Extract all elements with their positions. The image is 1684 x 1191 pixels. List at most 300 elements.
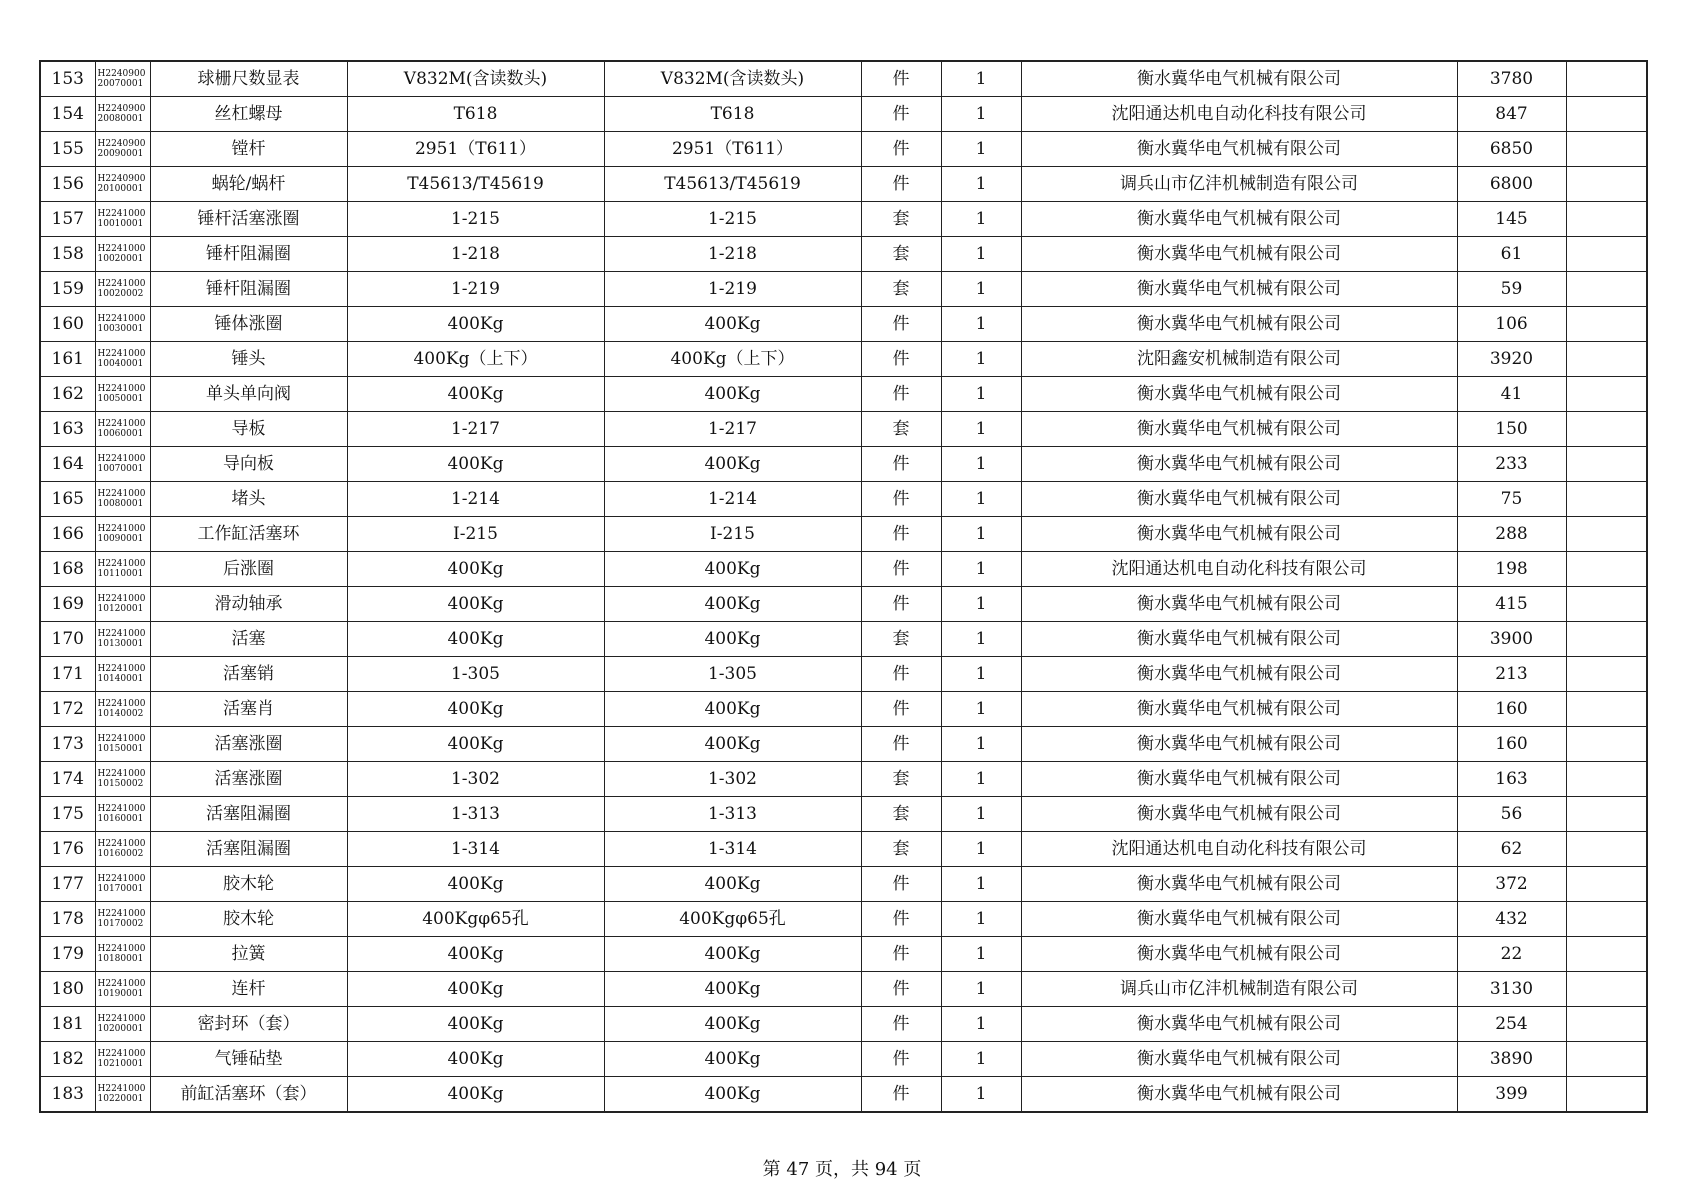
- material-code-line2: 10150001: [97, 744, 144, 754]
- spec-model-alt-cell: 400Kg: [604, 1007, 861, 1042]
- price-cell: 233: [1457, 447, 1566, 482]
- material-code-line1: H2240900: [97, 174, 146, 184]
- material-code-line1: H2241000: [97, 559, 146, 569]
- spec-model-alt-cell: 400Kg: [604, 377, 861, 412]
- unit-cell: 套: [861, 797, 941, 832]
- note-cell: [1566, 272, 1647, 307]
- note-cell: [1566, 762, 1647, 797]
- material-code-line2: 10150002: [97, 779, 144, 789]
- note-cell: [1566, 587, 1647, 622]
- spec-model-cell: 1-215: [347, 202, 604, 237]
- material-code-line1: H2241000: [97, 209, 146, 219]
- spec-model-cell: 400Kg: [347, 1007, 604, 1042]
- table-row: [40, 762, 1647, 797]
- supplier-cell: 衡水冀华电气机械有限公司: [1021, 412, 1457, 447]
- material-code-line2: 20100001: [97, 184, 144, 194]
- quantity-cell: 1: [941, 902, 1021, 937]
- spec-model-alt-cell: 1-218: [604, 237, 861, 272]
- supplier-cell: 衡水冀华电气机械有限公司: [1021, 237, 1457, 272]
- material-code-line1: H2241000: [97, 699, 146, 709]
- spec-model-alt-cell: 400Kg（上下）: [604, 342, 861, 377]
- table-row: [40, 272, 1647, 307]
- price-cell: 372: [1457, 867, 1566, 902]
- material-code-cell: [95, 692, 150, 727]
- material-code-line2: 20070001: [97, 79, 144, 89]
- price-cell: 22: [1457, 937, 1566, 972]
- price-cell: 288: [1457, 517, 1566, 552]
- table-row: [40, 1077, 1647, 1113]
- item-name-cell: 堵头: [150, 482, 347, 517]
- supplier-cell: 衡水冀华电气机械有限公司: [1021, 622, 1457, 657]
- note-cell: [1566, 377, 1647, 412]
- quantity-cell: 1: [941, 377, 1021, 412]
- quantity-cell: 1: [941, 307, 1021, 342]
- unit-cell: 件: [861, 482, 941, 517]
- spec-model-cell: 400Kg: [347, 937, 604, 972]
- material-code-line2: 10090001: [97, 534, 144, 544]
- quantity-cell: 1: [941, 342, 1021, 377]
- quantity-cell: 1: [941, 237, 1021, 272]
- price-cell: 163: [1457, 762, 1566, 797]
- price-cell: 160: [1457, 727, 1566, 762]
- quantity-cell: 1: [941, 972, 1021, 1007]
- material-code-cell: [95, 412, 150, 447]
- material-code-cell: [95, 657, 150, 692]
- table-row: [40, 61, 1647, 97]
- spec-model-cell: 1-305: [347, 657, 604, 692]
- material-code-line1: H2241000: [97, 909, 146, 919]
- supplier-cell: 衡水冀华电气机械有限公司: [1021, 1007, 1457, 1042]
- note-cell: [1566, 622, 1647, 657]
- material-code-line2: 10170002: [97, 919, 144, 929]
- material-code-line1: H2240900: [97, 104, 146, 114]
- item-name-cell: 活塞阻漏圈: [150, 832, 347, 867]
- note-cell: [1566, 97, 1647, 132]
- material-code-line1: H2241000: [97, 664, 146, 674]
- quantity-cell: 1: [941, 482, 1021, 517]
- supplier-cell: 衡水冀华电气机械有限公司: [1021, 762, 1457, 797]
- item-name-cell: 导向板: [150, 447, 347, 482]
- material-code-line1: H2241000: [97, 489, 146, 499]
- table-row: [40, 1007, 1647, 1042]
- spec-model-alt-cell: 400Kg: [604, 1077, 861, 1113]
- material-code-cell: [95, 97, 150, 132]
- spec-model-cell: 2951（T611）: [347, 132, 604, 167]
- note-cell: [1566, 342, 1647, 377]
- material-code-line1: H2241000: [97, 979, 146, 989]
- quantity-cell: 1: [941, 622, 1021, 657]
- spec-model-cell: 1-218: [347, 237, 604, 272]
- note-cell: [1566, 517, 1647, 552]
- material-code-cell: [95, 377, 150, 412]
- row-number-cell: 157: [40, 202, 95, 237]
- material-code-line2: 10080001: [97, 499, 144, 509]
- table-row: [40, 517, 1647, 552]
- supplier-cell: 衡水冀华电气机械有限公司: [1021, 61, 1457, 97]
- item-name-cell: 锤杆阻漏圈: [150, 272, 347, 307]
- table-row: [40, 832, 1647, 867]
- quantity-cell: 1: [941, 412, 1021, 447]
- price-cell: 3890: [1457, 1042, 1566, 1077]
- spec-model-alt-cell: T45613/T45619: [604, 167, 861, 202]
- quantity-cell: 1: [941, 762, 1021, 797]
- price-cell: 41: [1457, 377, 1566, 412]
- price-cell: 106: [1457, 307, 1566, 342]
- supplier-cell: 衡水冀华电气机械有限公司: [1021, 937, 1457, 972]
- table-row: [40, 132, 1647, 167]
- material-code-cell: [95, 342, 150, 377]
- material-code-line2: 10120001: [97, 604, 144, 614]
- material-code-cell: [95, 61, 150, 97]
- material-code-line1: H2241000: [97, 244, 146, 254]
- note-cell: [1566, 1007, 1647, 1042]
- material-code-line1: H2241000: [97, 279, 146, 289]
- unit-cell: 件: [861, 972, 941, 1007]
- unit-cell: 件: [861, 1077, 941, 1113]
- spec-model-alt-cell: 1-313: [604, 797, 861, 832]
- spec-model-cell: 400Kg: [347, 307, 604, 342]
- material-code-cell: [95, 972, 150, 1007]
- table-row: [40, 97, 1647, 132]
- row-number-cell: 163: [40, 412, 95, 447]
- spec-model-cell: 400Kg: [347, 867, 604, 902]
- price-cell: 145: [1457, 202, 1566, 237]
- table-row: [40, 307, 1647, 342]
- spec-model-cell: 400Kg: [347, 727, 604, 762]
- note-cell: [1566, 202, 1647, 237]
- spec-model-alt-cell: 400Kgφ65孔: [604, 902, 861, 937]
- unit-cell: 套: [861, 272, 941, 307]
- row-number-cell: 172: [40, 692, 95, 727]
- supplier-cell: 衡水冀华电气机械有限公司: [1021, 902, 1457, 937]
- table-row: [40, 902, 1647, 937]
- supplier-cell: 沈阳鑫安机械制造有限公司: [1021, 342, 1457, 377]
- price-cell: 254: [1457, 1007, 1566, 1042]
- unit-cell: 件: [861, 552, 941, 587]
- material-code-line2: 20080001: [97, 114, 144, 124]
- supplier-cell: 沈阳通达机电自动化科技有限公司: [1021, 832, 1457, 867]
- note-cell: [1566, 552, 1647, 587]
- material-code-cell: [95, 867, 150, 902]
- price-cell: 75: [1457, 482, 1566, 517]
- price-cell: 62: [1457, 832, 1566, 867]
- spec-model-alt-cell: T618: [604, 97, 861, 132]
- unit-cell: 件: [861, 902, 941, 937]
- unit-cell: 件: [861, 1042, 941, 1077]
- row-number-cell: 181: [40, 1007, 95, 1042]
- supplier-cell: 衡水冀华电气机械有限公司: [1021, 657, 1457, 692]
- quantity-cell: 1: [941, 937, 1021, 972]
- supplier-cell: 衡水冀华电气机械有限公司: [1021, 1042, 1457, 1077]
- unit-cell: 件: [861, 132, 941, 167]
- spec-model-cell: V832M(含读数头): [347, 61, 604, 97]
- material-code-line1: H2241000: [97, 384, 146, 394]
- spec-model-alt-cell: 1-219: [604, 272, 861, 307]
- table-row: [40, 622, 1647, 657]
- item-name-cell: 拉簧: [150, 937, 347, 972]
- price-cell: 213: [1457, 657, 1566, 692]
- material-code-line2: 20090001: [97, 149, 144, 159]
- spec-model-alt-cell: V832M(含读数头): [604, 61, 861, 97]
- material-code-cell: [95, 937, 150, 972]
- row-number-cell: 156: [40, 167, 95, 202]
- spec-model-alt-cell: 400Kg: [604, 937, 861, 972]
- page-footer: 第 47 页，共 94 页: [762, 1159, 922, 1180]
- item-name-cell: 气锤砧垫: [150, 1042, 347, 1077]
- price-cell: 198: [1457, 552, 1566, 587]
- note-cell: [1566, 902, 1647, 937]
- unit-cell: 件: [861, 937, 941, 972]
- spec-model-alt-cell: 1-214: [604, 482, 861, 517]
- supplier-cell: 衡水冀华电气机械有限公司: [1021, 132, 1457, 167]
- material-code-line2: 10020001: [97, 254, 144, 264]
- row-number-cell: 183: [40, 1077, 95, 1113]
- row-number-cell: 164: [40, 447, 95, 482]
- supplier-cell: 沈阳通达机电自动化科技有限公司: [1021, 97, 1457, 132]
- material-code-line2: 10030001: [97, 324, 144, 334]
- material-code-line1: H2241000: [97, 1049, 146, 1059]
- material-code-line1: H2241000: [97, 419, 146, 429]
- price-cell: 432: [1457, 902, 1566, 937]
- item-name-cell: 活塞销: [150, 657, 347, 692]
- spec-model-cell: I-215: [347, 517, 604, 552]
- note-cell: [1566, 657, 1647, 692]
- quantity-cell: 1: [941, 132, 1021, 167]
- supplier-cell: 衡水冀华电气机械有限公司: [1021, 447, 1457, 482]
- row-number-cell: 171: [40, 657, 95, 692]
- unit-cell: 件: [861, 307, 941, 342]
- row-number-cell: 174: [40, 762, 95, 797]
- supplier-cell: 衡水冀华电气机械有限公司: [1021, 692, 1457, 727]
- unit-cell: 套: [861, 762, 941, 797]
- material-code-line2: 10180001: [97, 954, 144, 964]
- row-number-cell: 166: [40, 517, 95, 552]
- table-row: [40, 202, 1647, 237]
- material-code-line1: H2240900: [97, 139, 146, 149]
- spec-model-alt-cell: I-215: [604, 517, 861, 552]
- spec-model-alt-cell: 400Kg: [604, 1042, 861, 1077]
- table-row: [40, 447, 1647, 482]
- price-cell: 847: [1457, 97, 1566, 132]
- table-row: [40, 797, 1647, 832]
- material-code-line2: 10190001: [97, 989, 144, 999]
- spec-model-alt-cell: 2951（T611）: [604, 132, 861, 167]
- row-number-cell: 170: [40, 622, 95, 657]
- quantity-cell: 1: [941, 167, 1021, 202]
- row-number-cell: 180: [40, 972, 95, 1007]
- unit-cell: 件: [861, 867, 941, 902]
- material-code-line1: H2241000: [97, 1084, 146, 1094]
- unit-cell: 件: [861, 447, 941, 482]
- quantity-cell: 1: [941, 797, 1021, 832]
- spec-model-cell: 400Kg: [347, 447, 604, 482]
- row-number-cell: 173: [40, 727, 95, 762]
- unit-cell: 件: [861, 61, 941, 97]
- spec-model-alt-cell: 400Kg: [604, 307, 861, 342]
- spec-model-alt-cell: 400Kg: [604, 867, 861, 902]
- spec-model-alt-cell: 1-314: [604, 832, 861, 867]
- item-name-cell: 胶木轮: [150, 867, 347, 902]
- item-name-cell: 工作缸活塞环: [150, 517, 347, 552]
- spec-model-cell: T45613/T45619: [347, 167, 604, 202]
- material-code-line1: H2241000: [97, 314, 146, 324]
- row-number-cell: 175: [40, 797, 95, 832]
- material-code-line1: H2241000: [97, 874, 146, 884]
- material-code-line1: H2241000: [97, 1014, 146, 1024]
- item-name-cell: 胶木轮: [150, 902, 347, 937]
- price-cell: 150: [1457, 412, 1566, 447]
- price-cell: 399: [1457, 1077, 1566, 1113]
- material-code-cell: [95, 482, 150, 517]
- material-code-cell: [95, 762, 150, 797]
- supplier-cell: 衡水冀华电气机械有限公司: [1021, 272, 1457, 307]
- material-code-cell: [95, 902, 150, 937]
- material-code-cell: [95, 622, 150, 657]
- supplier-cell: 衡水冀华电气机械有限公司: [1021, 727, 1457, 762]
- spec-model-cell: 1-214: [347, 482, 604, 517]
- spec-model-alt-cell: 1-217: [604, 412, 861, 447]
- material-code-cell: [95, 202, 150, 237]
- material-code-line2: 10140002: [97, 709, 144, 719]
- material-code-line2: 10020002: [97, 289, 144, 299]
- material-code-cell: [95, 832, 150, 867]
- supplier-cell: 衡水冀华电气机械有限公司: [1021, 1077, 1457, 1113]
- material-code-cell: [95, 237, 150, 272]
- spec-model-alt-cell: 1-305: [604, 657, 861, 692]
- note-cell: [1566, 867, 1647, 902]
- note-cell: [1566, 1077, 1647, 1113]
- spec-model-alt-cell: 1-215: [604, 202, 861, 237]
- table-row: [40, 377, 1647, 412]
- item-name-cell: 后涨圈: [150, 552, 347, 587]
- spec-model-alt-cell: 400Kg: [604, 692, 861, 727]
- supplier-cell: 衡水冀华电气机械有限公司: [1021, 587, 1457, 622]
- table-row: [40, 867, 1647, 902]
- row-number-cell: 155: [40, 132, 95, 167]
- item-name-cell: 连杆: [150, 972, 347, 1007]
- item-name-cell: 滑动轴承: [150, 587, 347, 622]
- table-row: [40, 482, 1647, 517]
- material-code-line1: H2241000: [97, 734, 146, 744]
- item-name-cell: 锤杆阻漏圈: [150, 237, 347, 272]
- material-code-line2: 10160001: [97, 814, 144, 824]
- row-number-cell: 153: [40, 61, 95, 97]
- item-name-cell: 单头单向阀: [150, 377, 347, 412]
- spec-model-cell: 400Kg: [347, 1077, 604, 1113]
- quantity-cell: 1: [941, 727, 1021, 762]
- item-name-cell: 活塞: [150, 622, 347, 657]
- note-cell: [1566, 692, 1647, 727]
- spec-model-alt-cell: 400Kg: [604, 587, 861, 622]
- material-code-line2: 10220001: [97, 1094, 144, 1104]
- spec-model-alt-cell: 1-302: [604, 762, 861, 797]
- table-row: [40, 167, 1647, 202]
- material-code-line2: 10040001: [97, 359, 144, 369]
- item-name-cell: 活塞阻漏圈: [150, 797, 347, 832]
- quantity-cell: 1: [941, 657, 1021, 692]
- item-name-cell: 锤头: [150, 342, 347, 377]
- row-number-cell: 182: [40, 1042, 95, 1077]
- material-code-cell: [95, 132, 150, 167]
- material-code-line2: 10060001: [97, 429, 144, 439]
- note-cell: [1566, 61, 1647, 97]
- price-cell: 3130: [1457, 972, 1566, 1007]
- quantity-cell: 1: [941, 832, 1021, 867]
- price-cell: 61: [1457, 237, 1566, 272]
- item-name-cell: 前缸活塞环（套）: [150, 1077, 347, 1113]
- table-row: [40, 727, 1647, 762]
- material-code-line1: H2241000: [97, 349, 146, 359]
- row-number-cell: 179: [40, 937, 95, 972]
- spec-model-alt-cell: 400Kg: [604, 622, 861, 657]
- item-name-cell: 球栅尺数显表: [150, 61, 347, 97]
- table-row: [40, 552, 1647, 587]
- unit-cell: 件: [861, 377, 941, 412]
- quantity-cell: 1: [941, 272, 1021, 307]
- note-cell: [1566, 937, 1647, 972]
- material-code-line1: H2240900: [97, 69, 146, 79]
- spec-model-cell: 400Kg: [347, 692, 604, 727]
- note-cell: [1566, 797, 1647, 832]
- material-code-cell: [95, 307, 150, 342]
- material-code-cell: [95, 797, 150, 832]
- spec-model-cell: 400Kg: [347, 377, 604, 412]
- material-code-line2: 10130001: [97, 639, 144, 649]
- table-row: [40, 692, 1647, 727]
- spec-model-cell: 1-217: [347, 412, 604, 447]
- supplier-cell: 衡水冀华电气机械有限公司: [1021, 482, 1457, 517]
- material-code-line2: 10050001: [97, 394, 144, 404]
- row-number-cell: 178: [40, 902, 95, 937]
- item-name-cell: 导板: [150, 412, 347, 447]
- unit-cell: 件: [861, 587, 941, 622]
- note-cell: [1566, 412, 1647, 447]
- quantity-cell: 1: [941, 552, 1021, 587]
- price-cell: 3920: [1457, 342, 1566, 377]
- quantity-cell: 1: [941, 692, 1021, 727]
- spec-model-alt-cell: 400Kg: [604, 727, 861, 762]
- parts-table: [39, 60, 1648, 1113]
- note-cell: [1566, 832, 1647, 867]
- spec-model-cell: 1-314: [347, 832, 604, 867]
- material-code-cell: [95, 1007, 150, 1042]
- price-cell: 6800: [1457, 167, 1566, 202]
- note-cell: [1566, 132, 1647, 167]
- spec-model-cell: 400Kg: [347, 587, 604, 622]
- note-cell: [1566, 237, 1647, 272]
- material-code-cell: [95, 1042, 150, 1077]
- price-cell: 6850: [1457, 132, 1566, 167]
- price-cell: 3900: [1457, 622, 1566, 657]
- table-row: [40, 937, 1647, 972]
- material-code-line1: H2241000: [97, 594, 146, 604]
- note-cell: [1566, 1042, 1647, 1077]
- note-cell: [1566, 972, 1647, 1007]
- item-name-cell: 密封环（套）: [150, 1007, 347, 1042]
- item-name-cell: 蜗轮/蜗杆: [150, 167, 347, 202]
- row-number-cell: 169: [40, 587, 95, 622]
- spec-model-cell: 400Kgφ65孔: [347, 902, 604, 937]
- price-cell: 160: [1457, 692, 1566, 727]
- material-code-line2: 10210001: [97, 1059, 144, 1069]
- material-code-line2: 10070001: [97, 464, 144, 474]
- item-name-cell: 锤体涨圈: [150, 307, 347, 342]
- material-code-line2: 10170001: [97, 884, 144, 894]
- row-number-cell: 154: [40, 97, 95, 132]
- spec-model-cell: 400Kg（上下）: [347, 342, 604, 377]
- material-code-cell: [95, 1077, 150, 1113]
- material-code-line2: 10110001: [97, 569, 144, 579]
